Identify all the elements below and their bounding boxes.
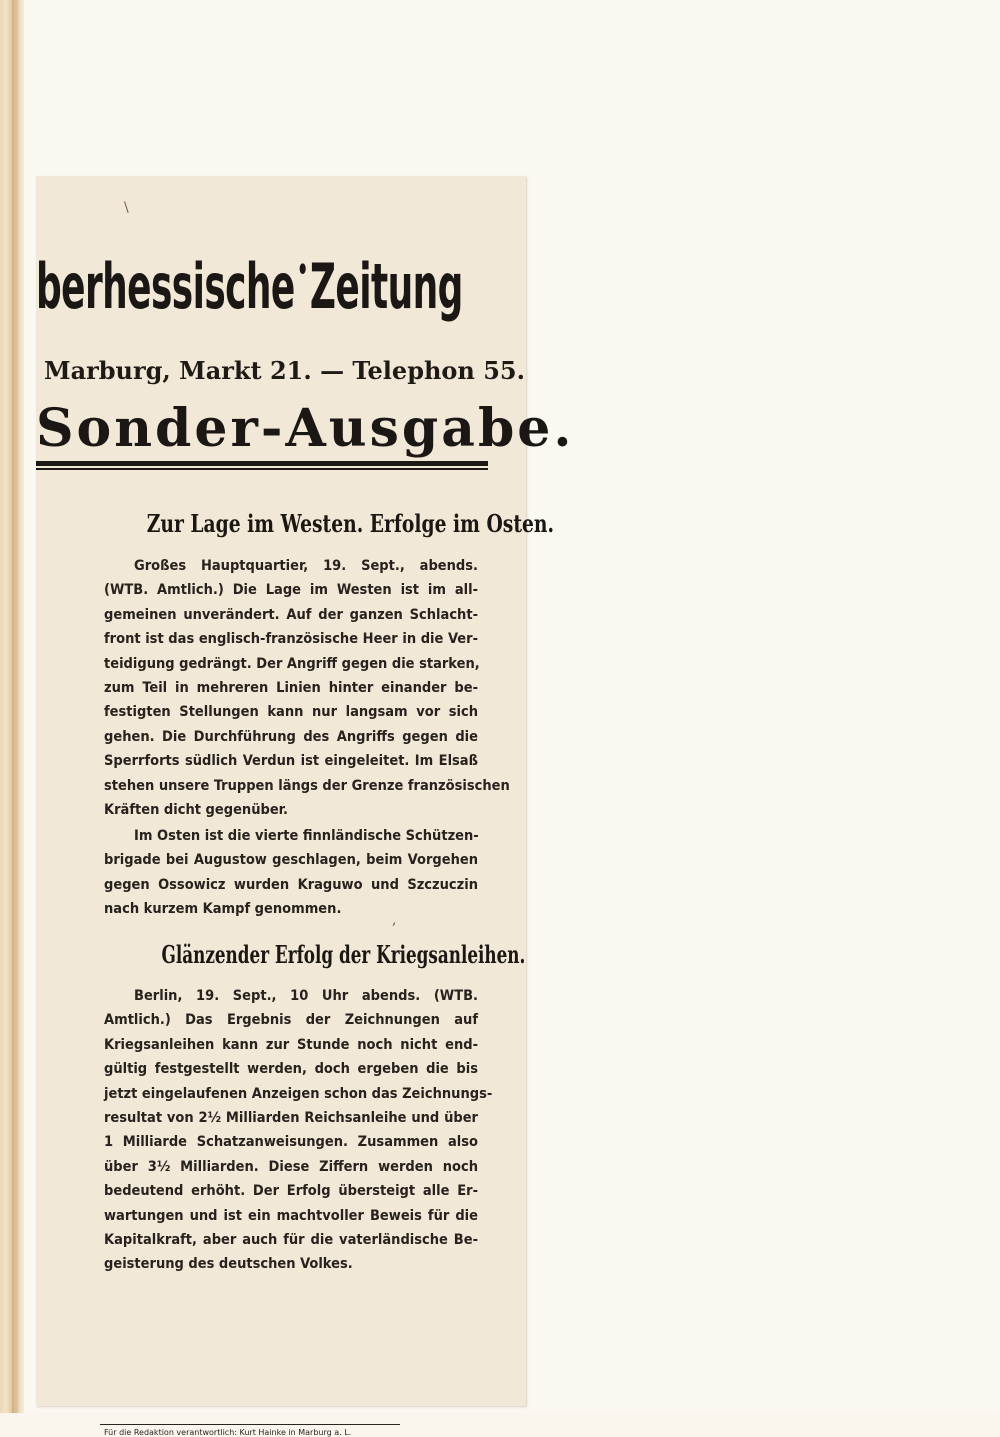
article-line: Berlin, 19. Sept., 10 Uhr abends. (WTB. xyxy=(134,988,478,1004)
article-line: teidigung gedrängt. Der Angriff gegen die starken, xyxy=(104,655,480,672)
article-line: Im Osten ist die vierte finnländische Schützen- xyxy=(134,828,479,844)
article-2-headline: Glänzender Erfolg der Kriegsanleihen. xyxy=(161,940,526,969)
newspaper-sheet xyxy=(36,176,575,1437)
article-1-headline: Zur Lage im Westen. Erfolge im Osten. xyxy=(146,509,555,538)
article-line: Kräften dicht gegenüber. xyxy=(104,802,289,819)
article-line: Sperrforts südlich Verdun ist eingeleitet. Im Elsaß xyxy=(104,753,478,770)
article-line: gültig festgestellt werden, doch ergeben die bis xyxy=(104,1061,478,1078)
article-line: Kriegsanleihen kann zur Stunde noch nicht end- xyxy=(104,1036,478,1053)
article-line: resultat von 2½ Milliarden Reichsanleihe und über xyxy=(104,1110,478,1127)
masthead-rule xyxy=(36,461,488,470)
article-2-body xyxy=(104,984,493,1277)
article-line: (WTB. Amtlich.) Die Lage im Westen ist im all- xyxy=(104,582,478,599)
article-line: geisterung des deutschen Volkes. xyxy=(104,1256,353,1273)
article-line: bedeutend erhöht. Der Erfolg übersteigt alle Er- xyxy=(104,1183,478,1200)
album-page xyxy=(24,0,1000,1437)
binding-fold-line xyxy=(12,0,14,1413)
pencil-mark: \ xyxy=(124,200,129,216)
article-1-body xyxy=(104,554,510,822)
edition-title: Sonder-Ausgabe. xyxy=(36,398,575,459)
article-line: über 3½ Milliarden. Diese Ziffern werden noch xyxy=(104,1158,478,1175)
article-line: gemeinen unverändert. Auf der ganzen Schlacht- xyxy=(104,606,478,623)
article-line: wartungen und ist ein machtvoller Beweis für die xyxy=(104,1207,478,1224)
article-line: 1 Milliarde Schatzanweisungen. Zusammen also xyxy=(104,1134,478,1151)
footer-rule xyxy=(100,1424,400,1425)
article-line: Kapitalkraft, aber auch für die vaterländische Be- xyxy=(104,1232,478,1249)
article-line: zum Teil in mehreren Linien hinter einander be- xyxy=(104,680,478,697)
article-line: brigade bei Augustow geschlagen, beim Vorgehen xyxy=(104,852,478,869)
masthead-word-1: berhessische xyxy=(36,250,295,323)
publisher-address: Marburg, Markt 21. — Telephon 55. xyxy=(44,356,525,385)
newspaper-masthead xyxy=(36,250,512,323)
article-line: stehen unsere Truppen längs der Grenze französischen xyxy=(104,777,510,794)
masthead-word-2: Zeitung xyxy=(309,250,463,323)
article-line: nach kurzem Kampf genommen. xyxy=(104,901,342,918)
masthead-dot: • xyxy=(297,253,308,288)
article-line: front ist das englisch-französische Heer in die Ver- xyxy=(104,631,478,648)
book-binding-edge xyxy=(0,0,24,1413)
article-line: Großes Hauptquartier, 19. Sept., abends. xyxy=(134,558,478,574)
article-line: gegen Ossowicz wurden Kraguwo und Szczuczin xyxy=(104,876,478,893)
pencil-mark: , xyxy=(392,912,397,928)
article-line: jetzt eingelaufenen Anzeigen schon das Zeichnungs- xyxy=(104,1085,493,1102)
editorial-responsibility-note: Für die Redaktion verantwortlich: Kurt Hainke in Marburg a. L. xyxy=(104,1428,352,1437)
article-line: festigten Stellungen kann nur langsam vor sich xyxy=(104,704,478,721)
article-1-body-part-2 xyxy=(104,824,478,922)
article-line: Amtlich.) Das Ergebnis der Zeichnungen auf xyxy=(104,1012,478,1029)
article-line: gehen. Die Durchführung des Angriffs gegen die xyxy=(104,728,478,745)
